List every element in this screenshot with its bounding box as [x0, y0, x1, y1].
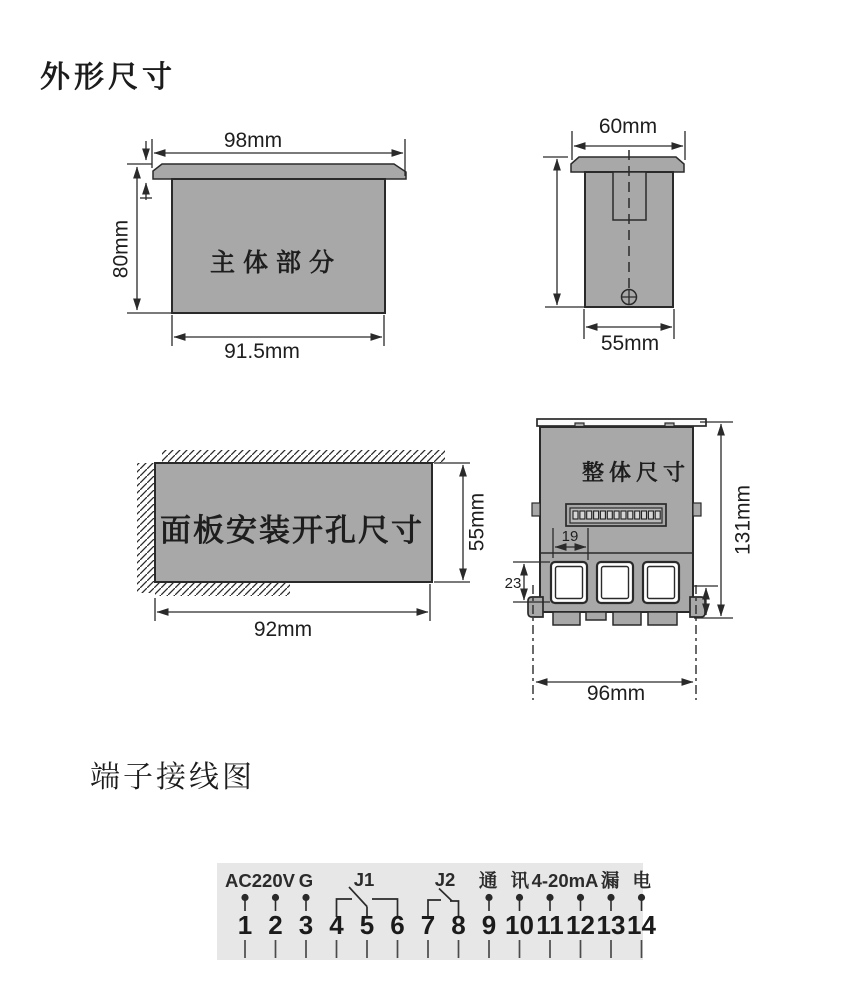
side-screw-symbol — [622, 290, 637, 305]
terminal-number: 10 — [505, 910, 534, 940]
terminal-number: 4 — [329, 910, 344, 940]
side-dim-width-bottom-label: 55mm — [600, 332, 660, 355]
rear-side-clip-right — [693, 503, 701, 516]
front-dim-width-bottom — [172, 315, 384, 363]
front-dim-width-bottom-label: 91.5mm — [224, 340, 300, 363]
cutout-label: 面板安装开孔尺寸 — [160, 513, 424, 548]
front-body — [172, 179, 385, 313]
rear-dim-pitch-label: 19 — [561, 528, 579, 545]
outline-section-title: 外形尺寸 — [40, 61, 176, 94]
terminal-label-power: AC220V — [225, 870, 295, 891]
terminal-number: 14 — [627, 910, 656, 940]
front-body-label: 主体部分 — [209, 249, 343, 277]
cutout-view — [137, 450, 489, 641]
front-dim-width-top-label: 98mm — [223, 129, 283, 152]
terminal-diagram — [217, 863, 656, 960]
cutout-hatch-bottom — [155, 582, 290, 596]
front-view — [110, 129, 407, 363]
terminal-number: 13 — [596, 910, 626, 940]
rear-dim-width-bottom — [536, 682, 693, 705]
terminal-label-leakage: 漏 电 — [600, 870, 656, 891]
terminal-number: 8 — [451, 910, 466, 940]
cutout-hatch-left — [137, 463, 155, 593]
side-rear-block — [613, 172, 646, 220]
rear-dim-window-height-label: 23 — [504, 575, 522, 592]
terminal-number: 6 — [390, 910, 405, 940]
rear-view — [505, 419, 755, 705]
terminal-number: 3 — [298, 910, 314, 940]
rear-ct-windows — [551, 562, 679, 603]
cutout-dim-width-bottom-label: 92mm — [253, 618, 313, 641]
rear-terminal-block — [566, 504, 666, 526]
terminal-number: 1 — [237, 910, 253, 940]
rear-flange-edge — [537, 419, 706, 426]
terminal-label-analog: 4-20mA — [531, 870, 599, 891]
side-dim-width-top-label: 60mm — [598, 115, 658, 138]
front-dim-height-left — [110, 164, 172, 313]
cutout-dim-height-right-label: 55mm — [465, 492, 489, 552]
rear-side-clip-left — [532, 503, 540, 516]
rear-dim-width-bottom-label: 96mm — [586, 682, 646, 705]
terminal-number: 7 — [420, 910, 436, 940]
terminal-label-relay1: J1 — [353, 869, 375, 890]
front-dim-flange-thickness — [140, 141, 152, 200]
terminal-label-relay2: J2 — [434, 869, 456, 890]
terminal-section-title: 端子接线图 — [90, 761, 255, 794]
front-bezel-flange — [153, 164, 406, 179]
side-bezel-flange — [571, 157, 684, 172]
terminal-number: 5 — [359, 910, 375, 940]
terminal-label-ground: G — [298, 870, 314, 891]
terminal-number: 9 — [481, 910, 497, 940]
terminal-number: 12 — [566, 910, 595, 940]
side-dim-height-left — [543, 157, 584, 307]
rear-dim-height-right-label: 131mm — [731, 484, 755, 556]
rear-label: 整体尺寸 — [581, 460, 691, 485]
rear-dim-height-right — [694, 422, 755, 618]
side-view — [543, 115, 685, 355]
front-dim-height-left-label: 80mm — [109, 219, 133, 279]
side-dim-width-bottom — [584, 309, 674, 355]
cutout-dim-height-right — [434, 463, 489, 582]
terminal-number: 11 — [536, 910, 564, 940]
terminal-number: 2 — [268, 910, 283, 940]
cutout-hatch-top — [162, 450, 445, 463]
terminal-label-comm: 通 讯 — [478, 870, 534, 891]
